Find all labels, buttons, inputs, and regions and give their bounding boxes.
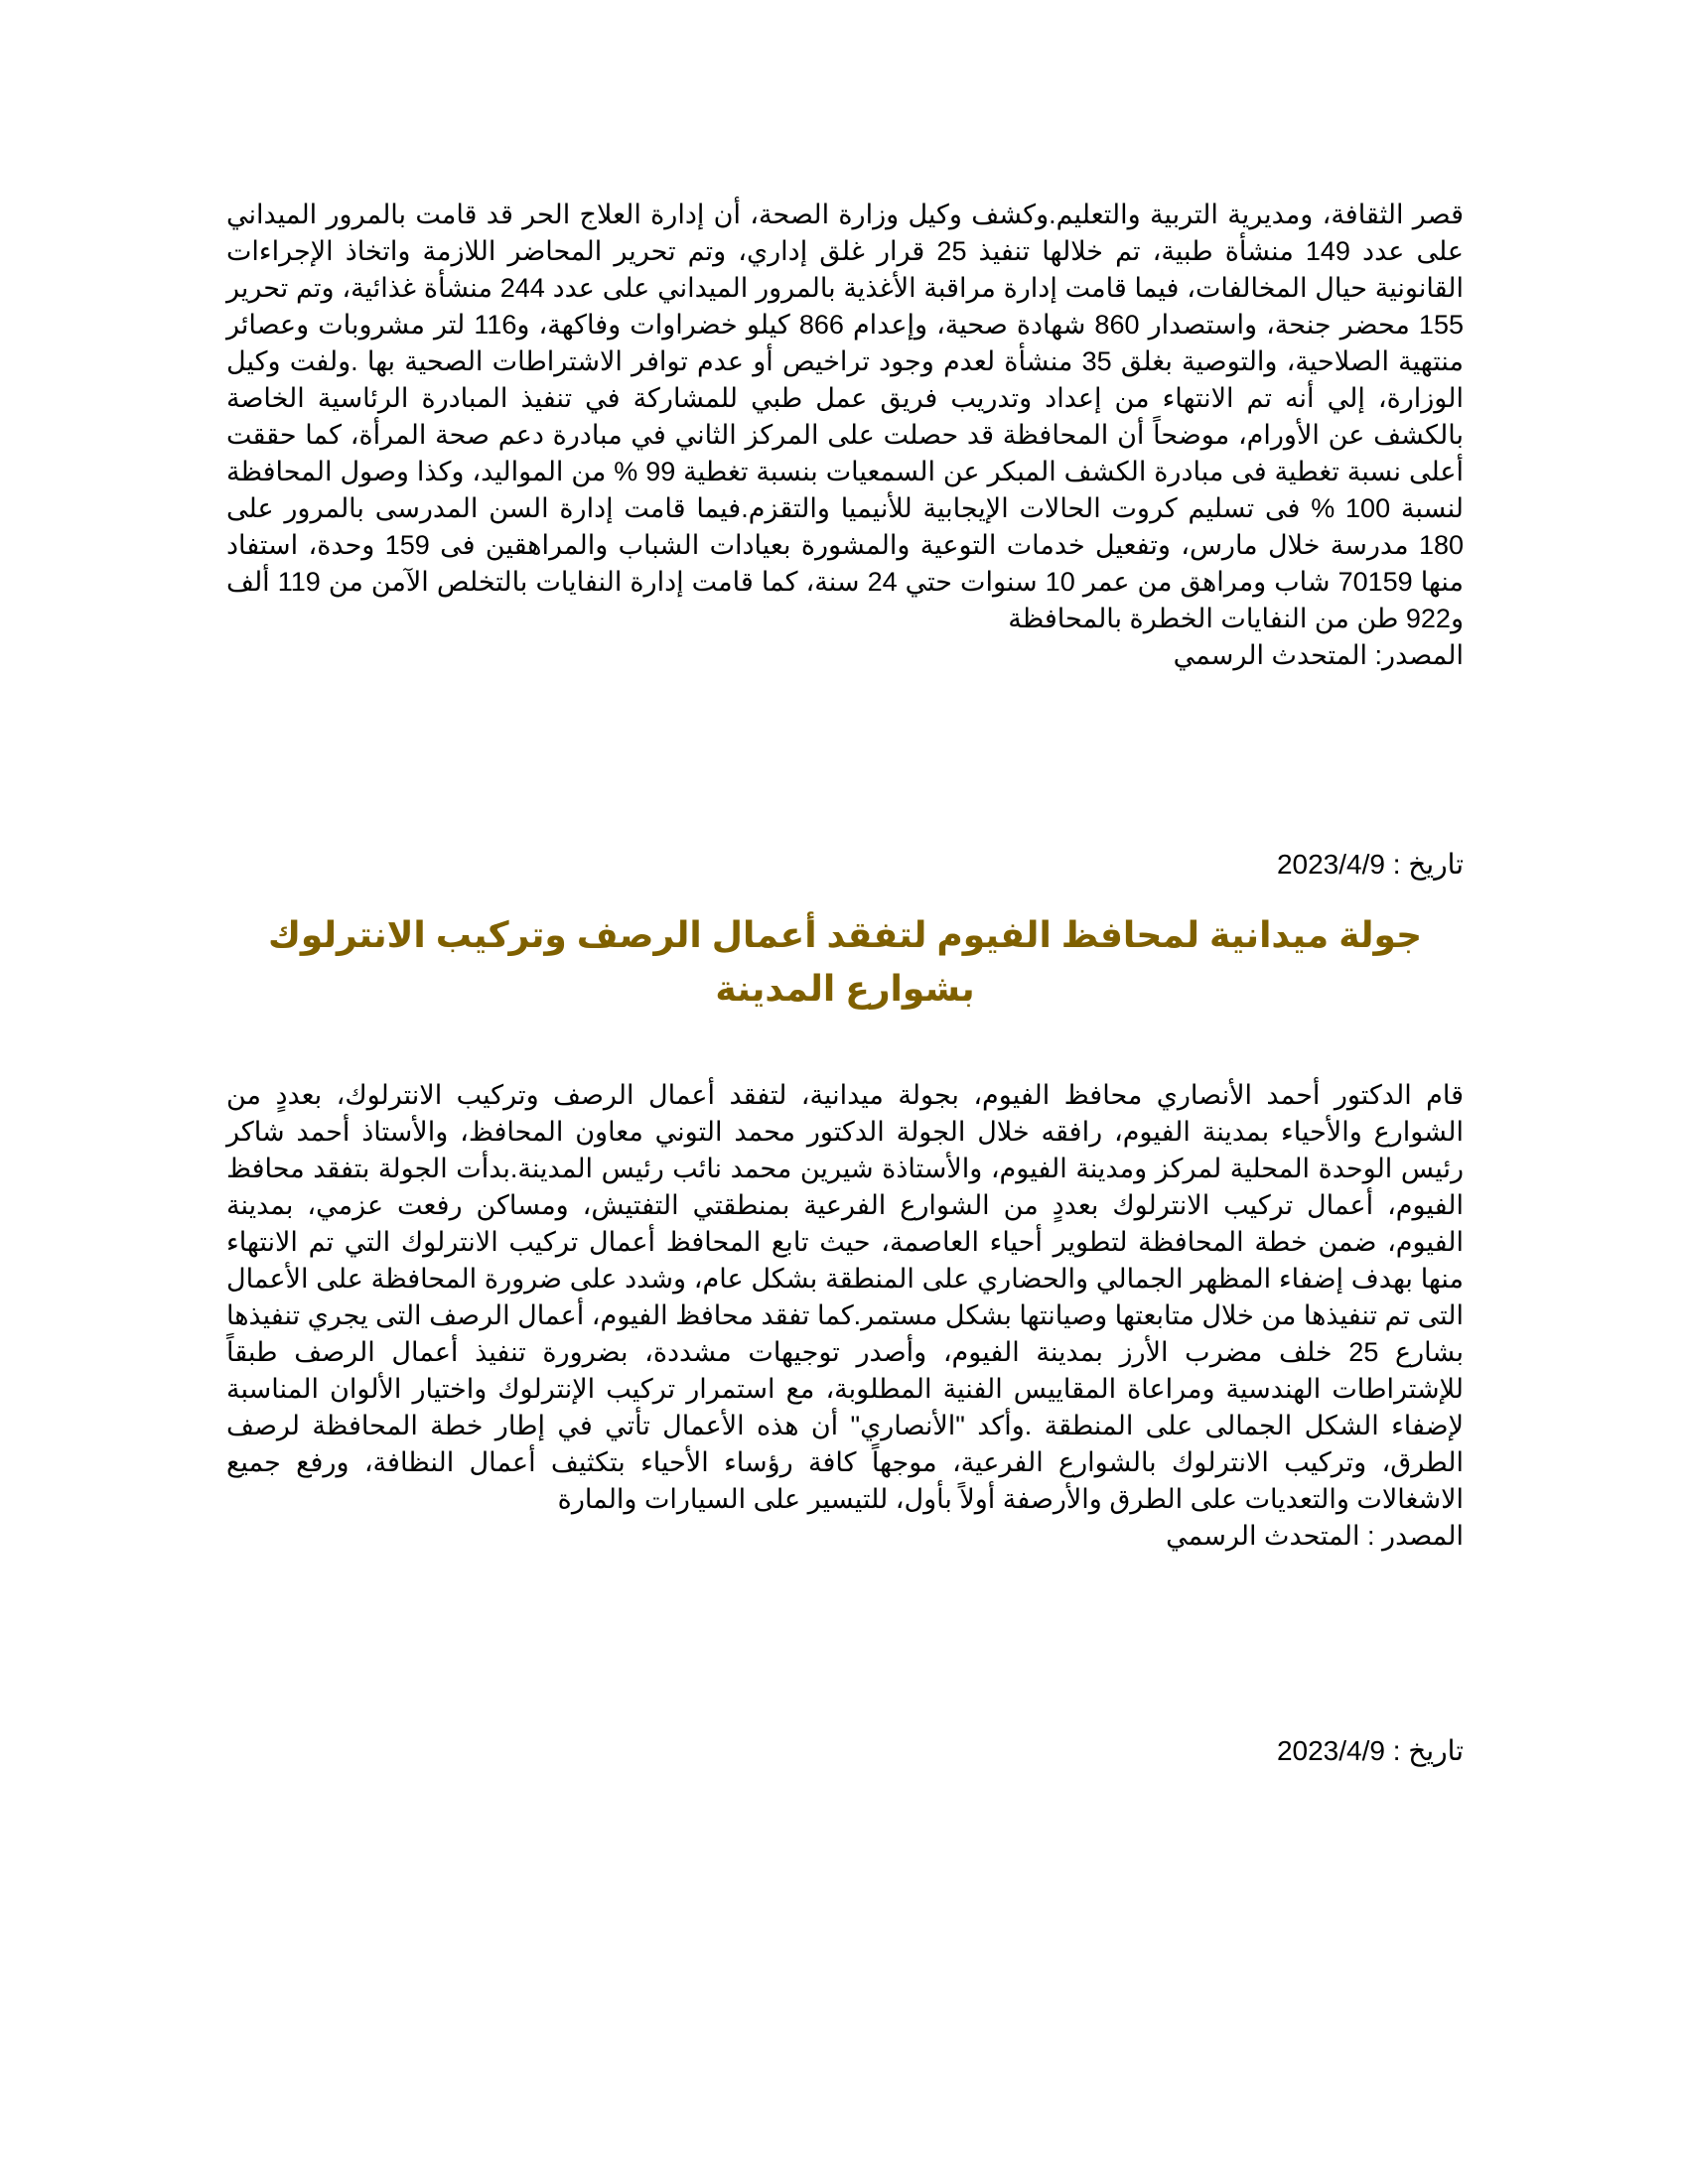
article-1-body: قصر الثقافة، ومديرية التربية والتعليم.وكشف وكيل وزارة الصحة، أن إدارة العلاج الحر قد قامت بالمرور الميداني على عدد 149 منشأة طبية، تم خلالها تنفيذ 25 قرار غلق إداري، وتم تحرير المحاضر اللازمة واتخاذ الإجراءات القانونية حيال المخالفات، فيما قامت إدارة مراقبة الأغذية بالمرور الميداني على عدد 244 منشأة غذائية، وتم تحرير 155 محضر جنحة، واستصدار 860 شهادة صحية، وإعدام 866 كيلو خضراوات وفاكهة، و116 لتر مشروبات وعصائر منتهية الصلاحية، والتوصية بغلق 35 منشأة لعدم وجود تراخيص أو عدم توافر الاشتراطات الصحية بها .ولفت وكيل الوزارة، إلي أنه تم الانتهاء من إعداد وتدريب فريق عمل طبي للمشاركة في تنفيذ المبادرة الرئاسية الخاصة بالكشف عن الأورام، موضحاً أن المحافظة قد حصلت على المركز الثاني في مبادرة دعم صحة المرأة، كما حققت أعلى نسبة تغطية فى مبادرة الكشف المبكر عن السمعيات بنسبة تغطية 99 % من المواليد، وكذا وصول المحافظة لنسبة 100 % فى تسليم كروت الحالات الإيجابية للأنيميا والتقزم.فيما قامت إدارة السن المدرسى بالمرور على 180 مدرسة خلال مارس، وتفعيل خدمات التوعية والمشورة بعيادات الشباب والمراهقين فى 159 وحدة، استفاد منها 70159 شاب ومراهق من عمر 10 سنوات حتي 24 سنة، كما قامت إدارة النفايات بالتخلص الآمن من 119 ألف و922 طن من النفايات الخطرة بالمحافظة bbox=[226, 200, 1465, 633]
article-1-date: تاريخ : 2023/4/9 bbox=[1276, 849, 1464, 880]
article-2 bbox=[226, 1077, 1464, 1555]
article-2-source: المصدر : المتحدث الرسمي bbox=[1166, 1521, 1464, 1551]
article-2-date: تاريخ : 2023/4/9 bbox=[1276, 1735, 1464, 1766]
article-2-body: قام الدكتور أحمد الأنصاري محافظ الفيوم، بجولة ميدانية، لتفقد أعمال الرصف وتركيب الانترلوك، بعددٍ من الشوارع والأحياء بمدينة الفيوم، رافقه خلال الجولة الدكتور محمد التوني معاون المحافظ، والأستاذ أحمد شاكر رئيس الوحدة المحلية لمركز ومدينة الفيوم، والأستاذة شيرين محمد نائب رئيس المدينة.بدأت الجولة بتفقد محافظ الفيوم، أعمال تركيب الانترلوك بعددٍ من الشوارع الفرعية بمنطقتي التفتيش، ومساكن رفعت عزمي، بمدينة الفيوم، ضمن خطة المحافظة لتطوير أحياء العاصمة، حيث تابع المحافظ أعمال تركيب الانترلوك التي تم الانتهاء منها بهدف إضفاء المظهر الجمالي والحضاري على المنطقة بشكل عام، وشدد على ضرورة المحافظة على الأعمال التى تم تنفيذها من خلال متابعتها وصيانتها بشكل مستمر.كما تفقد محافظ الفيوم، أعمال الرصف التى يجري تنفيذها بشارع 25 خلف مضرب الأرز بمدينة الفيوم، وأصدر توجيهات مشددة، بضرورة تنفيذ أعمال الرصف طبقاً للإشتراطات الهندسية ومراعاة المقاييس الفنية المطلوبة، مع استمرار تركيب الإنترلوك واختيار الألوان المناسبة لإضفاء الشكل الجمالى على المنطقة .وأكد "الأنصاري" أن هذه الأعمال تأتي في إطار خطة المحافظة لرصف الطرق، وتركيب الانترلوك بالشوارع الفرعية، موجهاً كافة رؤساء الأحياء بتكثيف أعمال النظافة، ورفع جميع الاشغالات والتعديات على الطرق والأرصفة أولاً بأول، للتيسير على السيارات والمارة bbox=[226, 1080, 1464, 1514]
article-1-source: المصدر: المتحدث الرسمي bbox=[1173, 640, 1464, 670]
article-1-date-block bbox=[226, 846, 1464, 883]
article-2-title: جولة ميدانية لمحافظ الفيوم لتفقد أعمال الرصف وتركيب الانترلوك بشوارع المدينة bbox=[267, 914, 1423, 1009]
article-1 bbox=[226, 197, 1464, 674]
article-2-date-block bbox=[226, 1732, 1464, 1769]
